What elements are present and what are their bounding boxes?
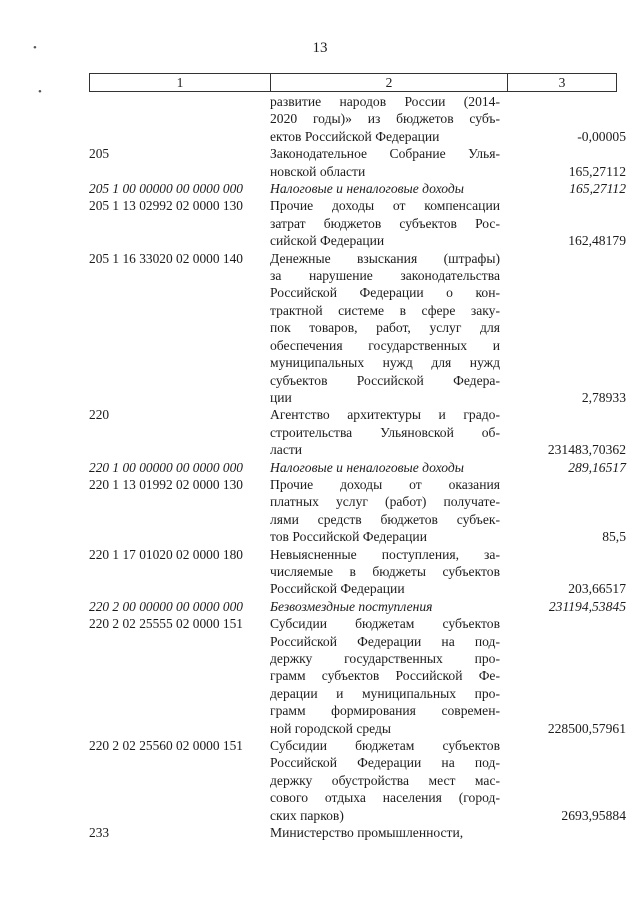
table-row <box>0 824 640 841</box>
column-header-3: 3 <box>507 74 616 91</box>
table-row <box>0 737 640 824</box>
income-name-line: ласти <box>270 442 303 458</box>
budget-code: 233 <box>89 825 110 841</box>
income-name-line: Законодательное Собрание Улья- <box>270 146 500 162</box>
budget-code: 220 2 00 00000 00 0000 000 <box>89 598 243 614</box>
table-row <box>0 598 640 615</box>
income-name <box>270 546 500 598</box>
income-name-line: Денежные взыскания (штрафы) <box>270 250 500 266</box>
amount: 203,66517 <box>568 581 626 597</box>
income-name <box>270 737 500 824</box>
income-name-line: Налоговые и неналоговые доходы <box>270 459 464 475</box>
income-name-line: за нарушение законодательства <box>270 268 500 284</box>
income-name-line: трактной системе в сфере заку- <box>270 302 500 318</box>
income-name-line: Агентство архитектуры и градо- <box>270 407 500 423</box>
income-name-line: затрат бюджетов субъектов Рос- <box>270 215 500 231</box>
page-number: 13 <box>312 40 328 56</box>
income-name-line: 2020 годы)» из бюджетов субъ- <box>270 111 500 127</box>
budget-code: 205 1 00 00000 00 0000 000 <box>89 181 243 197</box>
budget-code: 220 1 00 00000 00 0000 000 <box>89 459 243 475</box>
scan-mark: • <box>33 42 37 54</box>
amount: 85,5 <box>602 529 626 545</box>
table-row <box>0 476 640 546</box>
column-header-1: 1 <box>176 75 184 90</box>
income-name <box>270 180 500 197</box>
table-row <box>0 459 640 476</box>
amount: 2693,95884 <box>561 807 626 823</box>
income-name-line: Министерство промышленности, <box>270 825 464 841</box>
income-name-line: сийской Федерации <box>270 233 385 249</box>
table-row <box>0 615 640 737</box>
income-name-line: ских парков) <box>270 807 344 823</box>
income-name-line: строительства Ульяновской об- <box>270 424 500 440</box>
budget-code: 205 1 16 33020 02 0000 140 <box>89 250 243 266</box>
budget-code: 220 1 13 01992 02 0000 130 <box>89 476 243 492</box>
budget-table-body <box>0 93 640 841</box>
income-name-line: субъектов Российской Федера- <box>270 372 500 388</box>
income-name-line: новской области <box>270 163 366 179</box>
income-name-line: Безвозмездные поступления <box>270 598 433 614</box>
income-name <box>270 615 500 737</box>
income-name-line: муниципальных нужд для нужд <box>270 355 500 371</box>
income-name-line: Субсидии бюджетам субъектов <box>270 738 500 754</box>
income-name <box>270 406 500 458</box>
income-name-line: грамм субъектов Российской Фе- <box>270 668 500 684</box>
amount: 165,27112 <box>569 181 626 197</box>
income-name-line: держку государственных про- <box>270 651 500 666</box>
income-name-line: Российской Федерации <box>270 581 405 597</box>
budget-code: 220 2 02 25560 02 0000 151 <box>89 738 243 754</box>
income-name-line: ции <box>270 389 292 405</box>
amount: 165,27112 <box>568 163 626 179</box>
income-name-line: сового отдыха населения (город- <box>270 790 500 806</box>
table-row <box>0 250 640 407</box>
income-name-line: Налоговые и неналоговые доходы <box>270 181 464 197</box>
income-name <box>270 197 500 249</box>
amount: -0,00005 <box>577 128 626 144</box>
table-row <box>0 145 640 180</box>
budget-code: 220 <box>89 407 110 423</box>
income-name-line: обеспечения государственных и <box>270 337 500 353</box>
income-name-line: развитие народов России (2014- <box>270 94 500 109</box>
table-row <box>0 406 640 458</box>
budget-code: 220 1 17 01020 02 0000 180 <box>89 546 243 562</box>
budget-code: 205 <box>89 146 110 162</box>
amount: 231483,70362 <box>547 442 626 458</box>
income-name <box>270 93 500 145</box>
amount: 231194,53845 <box>548 598 626 614</box>
income-name-line: ектов Российской Федерации <box>270 128 440 144</box>
income-name-line: платных услуг (работ) получате- <box>270 494 500 510</box>
budget-code: 205 1 13 02992 02 0000 130 <box>89 198 243 214</box>
income-name-line: Российской Федерации на под- <box>270 755 500 771</box>
income-name-line: Прочие доходы от оказания <box>270 476 500 492</box>
income-name-line: лями средств бюджетов субъек- <box>270 511 500 527</box>
amount: 162,48179 <box>568 233 626 249</box>
income-name-line: грамм формирования современ- <box>270 703 500 719</box>
table-row <box>0 180 640 197</box>
table-column-header <box>89 73 617 92</box>
income-name-line: тов Российской Федерации <box>270 529 427 545</box>
income-name-line: Субсидии бюджетам субъектов <box>270 616 500 632</box>
income-name <box>270 476 500 546</box>
income-name-line: дерации и муниципальных про- <box>270 685 500 701</box>
budget-code: 220 2 02 25555 02 0000 151 <box>89 616 243 632</box>
amount: 2,78933 <box>581 389 626 405</box>
income-name-line: пок товаров, работ, услуг для <box>270 320 500 336</box>
income-name-line: числяемые в бюджеты субъектов <box>270 563 500 579</box>
scan-mark: • <box>38 86 42 98</box>
income-name <box>270 145 500 180</box>
table-row <box>0 197 640 249</box>
income-name <box>270 459 500 476</box>
income-name-line: держку обустройства мест мас- <box>270 772 500 788</box>
income-name <box>270 824 500 841</box>
amount: 228500,57961 <box>547 720 626 736</box>
income-name <box>270 250 500 407</box>
income-name-line: ной городской среды <box>270 720 392 736</box>
table-row <box>0 546 640 598</box>
column-header-2: 2 <box>270 74 507 91</box>
table-row <box>0 93 640 145</box>
income-name-line: Российской Федерации о кон- <box>270 285 500 301</box>
amount: 289,16517 <box>568 459 626 475</box>
income-name-line: Прочие доходы от компенсации <box>270 198 500 214</box>
income-name-line: Невыясненные поступления, за- <box>270 546 500 562</box>
income-name <box>270 598 500 615</box>
income-name-line: Российской Федерации на под- <box>270 633 500 649</box>
